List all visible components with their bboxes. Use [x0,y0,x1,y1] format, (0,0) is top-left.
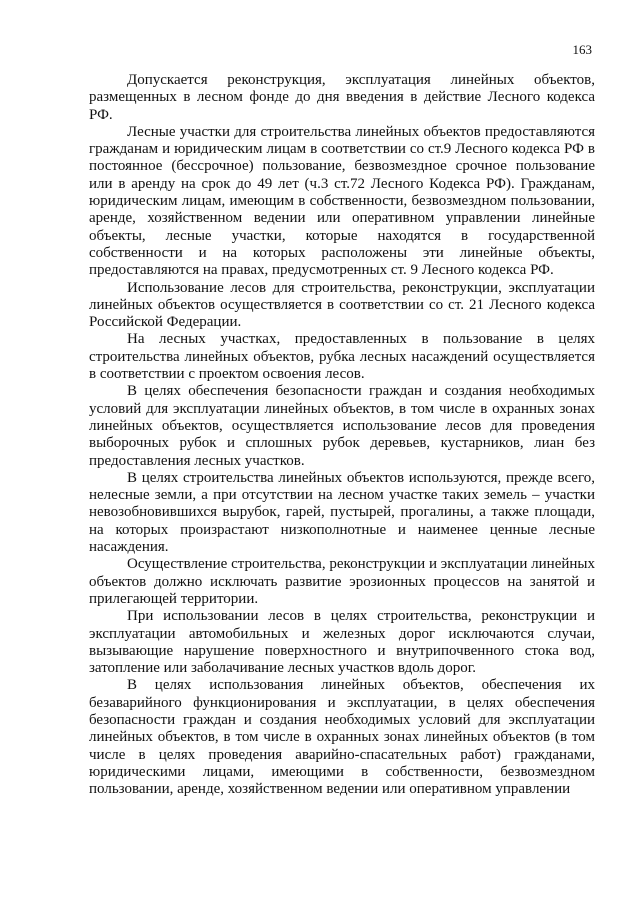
paragraph: В целях использования линейных объектов, обеспечения их безаварийного функционирования и эксплуатации, в целях обеспечения безопасности граждан и создания необходимых условий для эксплуатации линейных объектов, в том числе в охранных зонах линейных объектов (в том числе в целях проведения аварийно-спасательных работ) гражданами, юридическими лицами, имеющими в собственности, безвозмездном пользовании, аренде, хозяйственном ведении или оперативном управлении [89,677,595,798]
paragraph: В целях обеспечения безопасности граждан и создания необходимых условий для эксплуатации линейных объектов, в том числе в охранных зонах линейных объектов, осуществляется использование лесов для проведения выборочных рубок и сплошных рубок деревьев, кустарников, лиан без предоставления лесных участков. [89,383,595,469]
paragraph: Лесные участки для строительства линейных объектов предоставляются гражданам и юридическим лицам в соответствии со ст.9 Лесного кодекса РФ в постоянное (бессрочное) пользование, безвозмездное срочное пользование или в аренду на срок до 49 лет (ч.3 ст.72 Лесного Кодекса РФ). Гражданам, юридическим лицам, имеющим в собственности, безвозмездном пользовании, аренде, хозяйственном ведении или оперативном управлении линейные объекты, лесные участки, которые находятся в государственной собственности и на которых расположены эти линейные объекты, предоставляются на правах, предусмотренных ст. 9 Лесного кодекса РФ. [89,123,595,279]
paragraph: В целях строительства линейных объектов используются, прежде всего, нелесные земли, а при отсутствии на лесном участке таких земель – участки невозобновившихся вырубок, гарей, пустырей, прогалины, а также площади, на которых произрастают низкополнотные и наименее ценные лесные насаждения. [89,469,595,556]
paragraph: На лесных участках, предоставленных в пользование в целях строительства линейных объектов, рубка лесных насаждений осуществляется в соответствии с проектом освоения лесов. [89,331,595,383]
paragraph: Допускается реконструкция, эксплуатация линейных объектов, размещенных в лесном фонде до дня введения в действие Лесного кодекса РФ. [89,72,595,123]
paragraph: Использование лесов для строительства, реконструкции, эксплуатации линейных объектов осуществляется в соответствии со ст. 21 Лесного кодекса Российской Федерации. [89,279,595,331]
paragraph: Осуществление строительства, реконструкции и эксплуатации линейных объектов должно исключать развитие эрозионных процессов на занятой и прилегающей территории. [89,556,595,607]
document-body [89,72,595,798]
paragraph: При использовании лесов в целях строительства, реконструкции и эксплуатации автомобильных и железных дорог исключаются случаи, вызывающие нарушение поверхностного и внутрипочвенного стока вод, затопление или заболачивание лесных участков вдоль дорог. [89,608,595,677]
page-number: 163 [572,42,592,57]
